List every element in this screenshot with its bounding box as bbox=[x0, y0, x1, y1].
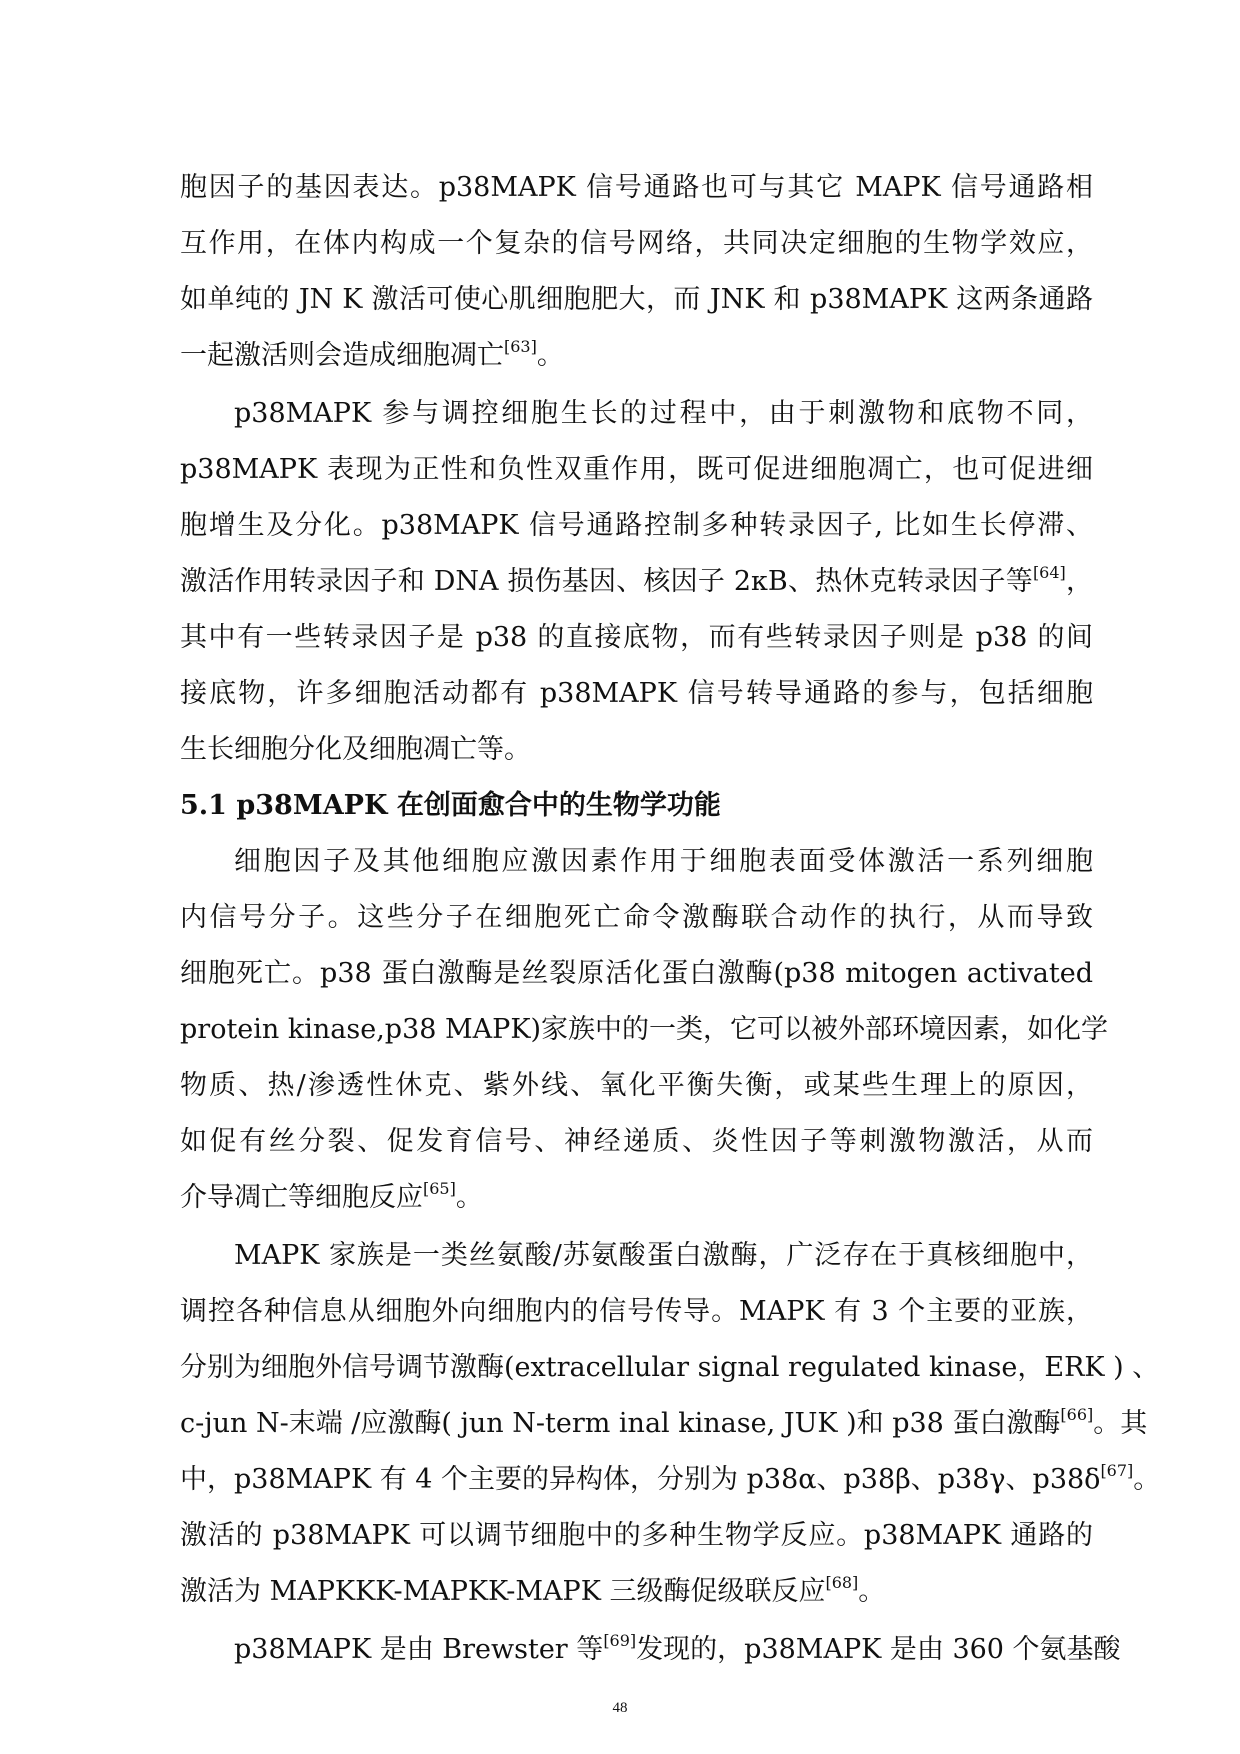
text-span: p38MAPK 是由 Brewster 等 bbox=[234, 1634, 604, 1665]
text-span: 。 bbox=[858, 1576, 886, 1607]
text-line-16 bbox=[180, 1066, 1093, 1106]
text-line-7 bbox=[180, 506, 1093, 546]
citation-ref: [67] bbox=[1100, 1461, 1134, 1480]
text-span: 。 bbox=[536, 340, 564, 371]
text-line-12 bbox=[234, 842, 1093, 882]
text-line-22 bbox=[180, 1404, 1148, 1444]
text-line-24 bbox=[180, 1516, 1093, 1556]
text-span: 分别为细胞外信号调节激酶(extracellular signal regulated kinase，ERK ) 、 bbox=[180, 1352, 1160, 1383]
text-line-4 bbox=[180, 336, 1093, 376]
text-span: 中，p38MAPK 有 4 个主要的异构体，分别为 p38α、p38β、p38γ、p38δ bbox=[180, 1464, 1101, 1495]
text-line-18 bbox=[180, 1178, 1093, 1218]
text-line-20 bbox=[180, 1292, 1093, 1332]
text-span: protein kinase,p38 MAPK)家族中的一类，它可以被外部环境因素，如化学 bbox=[180, 1014, 1109, 1045]
text-line-2 bbox=[180, 224, 1093, 264]
text-span: 介导凋亡等细胞反应 bbox=[180, 1182, 423, 1213]
text-line-25 bbox=[180, 1572, 1093, 1612]
text-span: 激活的 p38MAPK 可以调节细胞中的多种生物学反应。p38MAPK 通路的 bbox=[180, 1520, 1093, 1551]
text-line-26 bbox=[234, 1630, 1121, 1670]
text-span: c-jun N-末端 /应激酶( jun N-term inal kinase, JUK )和 p38 蛋白激酶 bbox=[180, 1408, 1061, 1439]
text-line-14 bbox=[180, 954, 1093, 994]
text-line-13 bbox=[180, 898, 1093, 938]
text-line-23 bbox=[180, 1460, 1161, 1500]
text-span: 细胞因子及其他细胞应激因素作用于细胞表面受体激活一系列细胞 bbox=[234, 846, 1093, 877]
citation-ref: [66] bbox=[1060, 1405, 1094, 1424]
page-number: 48 bbox=[612, 1700, 628, 1716]
text-line-1 bbox=[180, 168, 1093, 208]
text-span: 互作用，在体内构成一个复杂的信号网络，共同决定细胞的生物学效应， bbox=[180, 228, 1093, 259]
text-span: 其中有一些转录因子是 p38 的直接底物，而有些转录因子则是 p38 的间 bbox=[180, 622, 1093, 653]
text-span: p38MAPK 参与调控细胞生长的过程中，由于刺激物和底物不同， bbox=[234, 398, 1093, 429]
text-span: 5.1 p38MAPK 在创面愈合中的生物学功能 bbox=[180, 790, 721, 821]
text-line-17 bbox=[180, 1122, 1093, 1162]
text-span: 生长细胞分化及细胞凋亡等。 bbox=[180, 734, 531, 765]
text-span: 细胞死亡。p38 蛋白激酶是丝裂原活化蛋白激酶(p38 mitogen activated bbox=[180, 958, 1093, 989]
text-span: 。其 bbox=[1093, 1408, 1148, 1439]
text-span: 。 bbox=[455, 1182, 483, 1213]
citation-ref: [69] bbox=[603, 1631, 637, 1650]
text-span: 发现的，p38MAPK 是由 360 个氨基酸 bbox=[636, 1634, 1121, 1665]
text-span: 一起激活则会造成细胞凋亡 bbox=[180, 340, 504, 371]
text-line-9 bbox=[180, 618, 1093, 658]
text-line-8 bbox=[180, 562, 1093, 602]
text-line-5 bbox=[234, 394, 1093, 434]
text-span: ， bbox=[1065, 566, 1093, 597]
text-span: 胞增生及分化。p38MAPK 信号通路控制多种转录因子, 比如生长停滞、 bbox=[180, 510, 1093, 541]
text-line-15 bbox=[180, 1010, 1109, 1050]
text-span: p38MAPK 表现为正性和负性双重作用，既可促进细胞凋亡，也可促进细 bbox=[180, 454, 1093, 485]
text-span: MAPK 家族是一类丝氨酸/苏氨酸蛋白激酶，广泛存在于真核细胞中， bbox=[234, 1240, 1093, 1271]
text-span: 胞因子的基因表达。p38MAPK 信号通路也可与其它 MAPK 信号通路相 bbox=[180, 172, 1093, 203]
text-span: 。 bbox=[1133, 1464, 1161, 1495]
text-span: 如促有丝分裂、促发育信号、神经递质、炎性因子等刺激物激活，从而 bbox=[180, 1126, 1093, 1157]
text-line-10 bbox=[180, 674, 1093, 714]
citation-ref: [68] bbox=[825, 1573, 859, 1592]
citation-ref: [64] bbox=[1032, 563, 1066, 582]
text-line-6 bbox=[180, 450, 1093, 490]
citation-ref: [63] bbox=[504, 337, 537, 356]
text-span: 接底物，许多细胞活动都有 p38MAPK 信号转导通路的参与，包括细胞 bbox=[180, 678, 1093, 709]
text-span: 如单纯的 JN K 激活可使心肌细胞肥大，而 JNK 和 p38MAPK 这两条通路 bbox=[180, 284, 1093, 315]
text-span: 内信号分子。这些分子在细胞死亡命令激酶联合动作的执行，从而导致 bbox=[180, 902, 1093, 933]
text-span: 激活作用转录因子和 DNA 损伤基因、核因子 2κB、热休克转录因子等 bbox=[180, 566, 1033, 597]
text-span: 调控各种信息从细胞外向细胞内的信号传导。MAPK 有 3 个主要的亚族， bbox=[180, 1296, 1093, 1327]
text-line-19 bbox=[234, 1236, 1093, 1276]
text-line-11 bbox=[180, 730, 1093, 770]
text-line-21 bbox=[180, 1348, 1160, 1388]
citation-ref: [65] bbox=[423, 1179, 456, 1198]
text-span: 激活为 MAPKKK-MAPKK-MAPK 三级酶促级联反应 bbox=[180, 1576, 826, 1607]
section-heading bbox=[180, 786, 1093, 826]
text-span: 物质、热/渗透性休克、紫外线、氧化平衡失衡，或某些生理上的原因， bbox=[180, 1070, 1093, 1101]
text-line-3 bbox=[180, 280, 1093, 320]
